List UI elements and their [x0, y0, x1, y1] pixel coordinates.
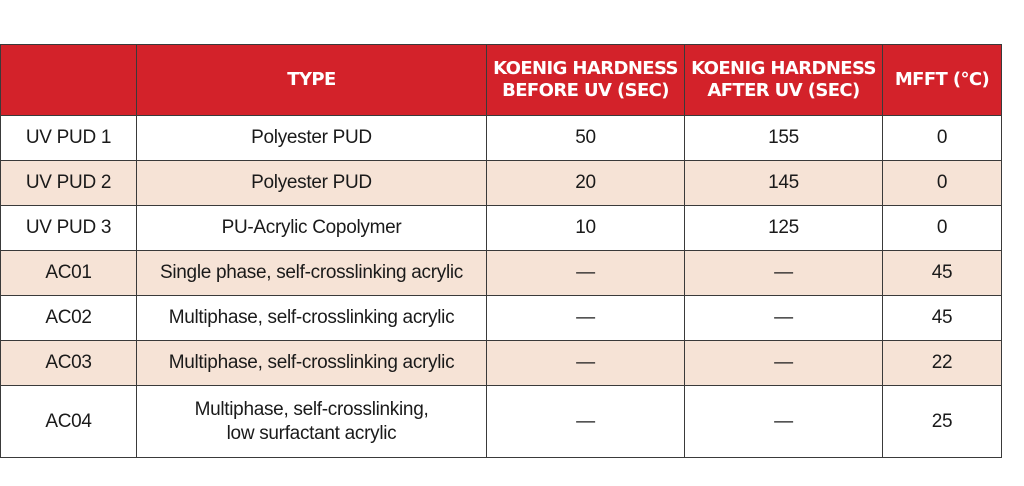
cell-type: Single phase, self-crosslinking acrylic [137, 251, 487, 296]
data-table-wrapper [0, 44, 1001, 458]
header-after-line1: KOENIG HARDNESS [691, 58, 876, 79]
cell-type [137, 386, 487, 458]
cell-hardness-after: — [685, 296, 883, 341]
cell-hardness-before: — [487, 386, 685, 458]
table-row [1, 386, 1002, 458]
cell-hardness-after: — [685, 341, 883, 386]
cell-type: PU-Acrylic Copolymer [137, 206, 487, 251]
cell-hardness-before: 20 [487, 161, 685, 206]
cell-mfft: 0 [883, 161, 1002, 206]
cell-hardness-before: — [487, 251, 685, 296]
cell-name: AC02 [1, 296, 137, 341]
cell-hardness-before: — [487, 341, 685, 386]
table-row [1, 341, 1002, 386]
cell-type-line1: Multiphase, self-crosslinking, [194, 398, 429, 420]
table-row [1, 161, 1002, 206]
cell-mfft: 45 [883, 251, 1002, 296]
cell-hardness-after: — [685, 386, 883, 458]
cell-name: AC01 [1, 251, 137, 296]
table-row [1, 251, 1002, 296]
cell-hardness-after: 145 [685, 161, 883, 206]
header-after-line2: AFTER UV (SEC) [707, 80, 860, 101]
cell-name: AC04 [1, 386, 137, 458]
header-row [1, 45, 1002, 116]
cell-name: AC03 [1, 341, 137, 386]
cell-name: UV PUD 1 [1, 116, 137, 161]
table-row [1, 116, 1002, 161]
cell-name: UV PUD 3 [1, 206, 137, 251]
header-before-line1: KOENIG HARDNESS [493, 58, 678, 79]
cell-hardness-before: 50 [487, 116, 685, 161]
header-hardness-after-uv [685, 45, 883, 116]
table-row [1, 296, 1002, 341]
header-mfft: MFFT (°C) [883, 45, 1002, 116]
cell-mfft: 25 [883, 386, 1002, 458]
header-blank [1, 45, 137, 116]
cell-hardness-after: 155 [685, 116, 883, 161]
cell-hardness-before: 10 [487, 206, 685, 251]
cell-type: Polyester PUD [137, 161, 487, 206]
cell-mfft: 0 [883, 116, 1002, 161]
cell-mfft: 45 [883, 296, 1002, 341]
koenig-hardness-table [0, 44, 1002, 458]
header-hardness-before-uv [487, 45, 685, 116]
cell-name: UV PUD 2 [1, 161, 137, 206]
cell-type: Multiphase, self-crosslinking acrylic [137, 296, 487, 341]
header-type: TYPE [137, 45, 487, 116]
cell-mfft: 0 [883, 206, 1002, 251]
header-before-line2: BEFORE UV (SEC) [502, 80, 669, 101]
cell-type-line2: low surfactant acrylic [226, 422, 397, 444]
cell-hardness-after: 125 [685, 206, 883, 251]
cell-type: Polyester PUD [137, 116, 487, 161]
table-row [1, 206, 1002, 251]
cell-hardness-after: — [685, 251, 883, 296]
cell-type: Multiphase, self-crosslinking acrylic [137, 341, 487, 386]
cell-mfft: 22 [883, 341, 1002, 386]
cell-hardness-before: — [487, 296, 685, 341]
